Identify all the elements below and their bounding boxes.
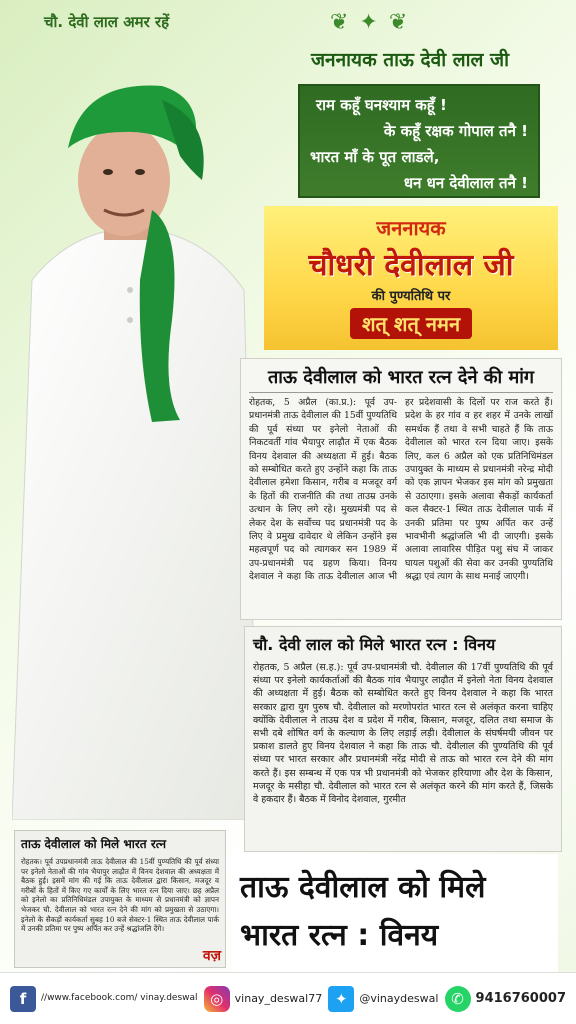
clipping-headline: ताऊ देवीलाल को भारत रत्न देने की मांग	[249, 365, 553, 393]
main-headline	[232, 854, 558, 972]
headline-line-1: ताऊ देवीलाल को मिले	[240, 870, 486, 905]
poem-line: भारत माँ के पूत लाडले,	[310, 148, 440, 166]
newspaper-mark: वज़	[202, 948, 221, 964]
clipping-headline: ताऊ देवीलाल को मिले भारत रत्न	[21, 837, 167, 851]
clipping-headline: चौ. देवी लाल को मिले भारत रत्न : विनय	[253, 635, 496, 654]
facebook-icon: f	[10, 986, 36, 1012]
poem-line: के कहूँ रक्षक गोपाल तनै !	[383, 122, 528, 140]
headline-line-2: भारत रत्न : विनय	[240, 918, 439, 953]
poem-line: राम कहूँ घनश्याम कहूँ !	[316, 96, 447, 114]
instagram-link[interactable]	[204, 986, 323, 1012]
news-clipping-2	[244, 626, 562, 852]
social-footer	[0, 972, 576, 1024]
facebook-link[interactable]	[10, 986, 198, 1012]
twitter-handle: @vinaydeswal	[359, 992, 439, 1005]
instagram-handle: vinay_deswal77	[234, 992, 323, 1005]
twitter-icon: ✦	[328, 986, 354, 1012]
poem-line: धन धन देवीलाल तनै !	[403, 174, 528, 192]
slogan: चौ. देवी लाल अमर रहें	[44, 13, 170, 31]
news-clipping-1	[240, 358, 562, 620]
whatsapp-link[interactable]	[445, 986, 566, 1012]
hero-title: जननायक ताऊ देवी लाल जी	[310, 49, 510, 71]
banner-line-3: की पुण्यतिथि पर	[371, 289, 451, 304]
instagram-icon: ◎	[204, 986, 230, 1012]
clipping-body: रोहतक। पूर्व उपप्रधानमंत्री ताऊ देवीलाल की 15वीं पुण्यतिथि की पूर्व संध्या पर इनेलो नेताओं की गांव भैयापुर लाढ़ौत में विनय देशवाल की अध्यक्षता में बैठक हुई। इसमें मांग की गई कि ताऊ देवीलाल द्वारा किसान, मजदूर व गरीबों के हितों में किए गए कार्यों के लिए भारत रत्न दिया जाए। छह अप्रैल को इनेलो का प्रतिनिधिमंडल उपायुक्त के माध्यम से प्रधानमंत्री को ज्ञापन भेजकर चौ. देवीलाल को भारत रत्न देने की मांग को प्रमुखता से उठाएगा। इनेलो के सैकड़ों कार्यकर्ता सुबह 10 बजे सेक्टर-1 स्थित ताऊ देवीलाल पार्क में उनकी प्रतिमा पर पुष्प अर्पित कर उन्हें श्रद्धांजलि देंगे।	[21, 857, 219, 934]
twitter-link[interactable]	[328, 986, 438, 1012]
ornament-icon: ❦ ✦ ❦	[330, 10, 410, 35]
clipping-body: रोहतक, 5 अप्रैल (स.ह.): पूर्व उप-प्रधानमंत्री चौ. देवीलाल की 17वीं पुण्यतिथि की पूर्व संध्या पर इनेलो कार्यकर्ताओं की बैठक गांव भैयापुर लाढ़ौत में इनेलो नेता विनय देशवाल की अध्यक्षता में हुई। बैठक को सम्बोधित करते हुए विनय देशवाल ने कहा कि भारत सरकार द्वारा युग पुरुष चौ. देवीलाल को मरणोपरांत भारत रत्न से अलंकृत करना चाहिए क्योंकि देवीलाल ने ताउम्र देश व प्रदेश में गरीब, किसान, मजदूर, दलित तथा समाज के सभी दबे शोषित वर्ग के कल्याण के लिए लड़ाई लड़ी। देवीलाल के संघर्षमयी जीवन पर प्रकाश डालते हुए विनय देशवाल ने कहा कि ताऊ चौ. देवीलाल की पुण्यतिथि की पूर्व संध्या पर भारत सरकार और प्रधानमंत्री नरेंद्र मोदी से ताऊ को भारत रत्न देने की मांग करते हैं। इस सम्बन्ध में एक पत्र भी प्रधानमंत्री को भेजकर हरियाणा और देश के किसान, मजदूर के मसीहा चौ. देवीलाल को भारत रत्न से अलंकृत करने की मांग करते हैं, जिसके वे हकदार हैं। बैठक में विनोद देशवाल, गुरमीत	[253, 662, 553, 806]
whatsapp-icon: ✆	[445, 986, 471, 1012]
banner-line-1: जननायक	[376, 216, 446, 240]
clipping-body: रोहतक, 5 अप्रैल (का.प्र.): पूर्व उप-प्रधानमंत्री ताऊ देवीलाल की 15वीं पुण्यतिथि की पूर्व संध्या पर इनेलो नेताओं की निकटवर्ती गांव भैयापुर लाढ़ौत में एक बैठक विनय देशवाल की अध्यक्षता में हुई। बैठक को सम्बोधित करते हुए उन्होंने कहा कि ताऊ देवीलाल हमेशा किसान, गरीब व मजदूर वर्ग के हितों की राजनीति की तथा ताउम्र उनके उत्थान के लिए लगे रहे। मुख्यमंत्री पद से लेकर देश के सर्वोच्च पद प्रधानमंत्री पद के लिए वे प्रमुख दावेदार थे लेकिन उन्होंने इस महत्वपूर्ण पद को त्यागकर सन 1989 में उप-प्रधानमंत्री पद ग्रहण किया। विनय देशवाल ने कहा कि ताऊ देवीलाल आज भी हर प्रदेशवासी के दिलों पर राज करते हैं। प्रदेश के हर गांव व हर शहर में उनके लाखों समर्थक हैं तथा वे सभी चाहते हैं कि ताऊ देवीलाल को भारत रत्न दिया जाए। इसके लिए, कल 6 अप्रैल को एक प्रतिनिधिमंडल उपायुक्त के माध्यम से प्रधानमंत्री नरेन्द्र मोदी को एक ज्ञापन भेजकर इस मांग को प्रमुखता से उठाएगा। इसके अलावा सैकड़ों कार्यकर्ता कल सैक्टर-1 स्थित ताऊ देवीलाल पार्क में उनकी प्रतिमा पर पुष्प अर्पित कर उन्हें भावभीनी श्रद्धांजलि भी दी जाएगी। इसके अलावा लावारिस पीड़ित पशु संघ में जाकर घायल पशुओं की सेवा कर उनकी पुण्यतिथि श्रद्धा एवं त्याग के साथ मनाई जाएगी।	[249, 397, 553, 583]
leader-portrait	[12, 60, 260, 820]
tribute-banner	[264, 206, 558, 350]
banner-line-4: शत् शत् नमन	[350, 308, 472, 339]
facebook-handle: //www.facebook.com/ vinay.deswal	[41, 993, 198, 1003]
poem-box	[298, 84, 540, 198]
phone-number: 9416760007	[475, 991, 566, 1006]
banner-line-2: चौधरी देवीलाल जी	[308, 248, 514, 283]
news-clipping-3	[14, 830, 226, 968]
